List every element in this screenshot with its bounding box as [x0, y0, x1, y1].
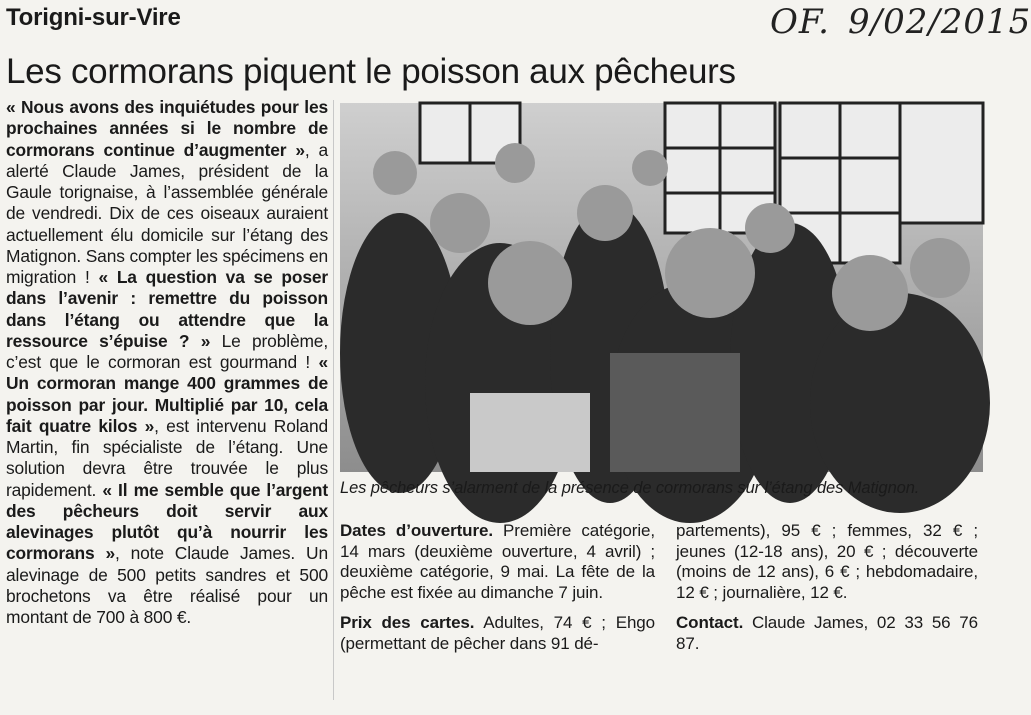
- dates-heading: Dates d’ouverture.: [340, 521, 493, 540]
- info-column-right: [676, 521, 978, 664]
- article-headline: Les cormorans piquent le poisson aux pêcheurs: [6, 52, 736, 91]
- lead-quote: « Il me semble que l’argent des pêcheurs doit servir aux alevinages plutôt qu’à nourrir les cormorans »: [6, 479, 328, 564]
- lead-quote: « Un cormoran mange 400 grammes de poisson par jour. Multiplié par 10, cela fait quatre kilos »: [6, 352, 328, 436]
- dates-paragraph: [340, 521, 655, 603]
- prix-paragraph: [340, 613, 655, 654]
- lead-text: Le problème, c’est que le cormoran est gourmand !: [6, 330, 329, 372]
- prix-continued: partements), 95 € ; femmes, 32 € ; jeunes (12-18 ans), 20 € ; découverte (moins de 12 ans), 6 € ; hebdomadaire, 12 € ; journalière, 12 €.: [676, 521, 978, 602]
- lead-text: , note Claude James. Un alevinage de 500 petits sandres et 500 brochetons va être réalisé pour un montant de 700 à 800 €.: [6, 543, 328, 627]
- column-divider: [333, 100, 334, 700]
- lead-text: , a alerté Claude James, président de la Gaule torignaise, à l’assemblée générale de vendredi. Dix de ces oiseaux auraient actuellement élu domicile sur l’étang des Matignon. Sans compter les spécimens en migration !: [6, 139, 328, 287]
- fishermen-photo-icon: [340, 103, 983, 472]
- dates-text: Première catégorie, 14 mars (deuxième ouverture, 4 avril) ; deuxième catégorie, 9 mai. La fête de la pêche est fixée au dimanche 7 juin.: [340, 521, 655, 602]
- prix-heading: Prix des cartes.: [340, 613, 475, 632]
- annotation-date: 9/02/2015: [847, 2, 1031, 42]
- lead-quote: « La question va se poser dans l’avenir : remettre du poisson dans l’étang ou attendre que la ressource s’épuise ? »: [6, 267, 328, 351]
- prix-text-a: Adultes, 74 € ; Ehgo (permettant de pêcher dans 91 dé-: [340, 613, 656, 653]
- contact-heading: Contact.: [676, 613, 744, 632]
- annotation-source: OF.: [770, 2, 830, 42]
- lead-paragraph: [6, 97, 328, 628]
- article-photo: [340, 103, 983, 472]
- contact-text: Claude James, 02 33 56 76 87.: [676, 613, 978, 653]
- info-column-left: [340, 521, 655, 664]
- lead-text: , est intervenu Roland Martin, fin spécialiste de l’étang. Une solution devra être trouvée le plus rapidement.: [6, 415, 328, 500]
- photo-caption: Les pêcheurs s’alarment de la présence de cormorans sur l’étang des Matignon.: [340, 479, 920, 497]
- lead-quote: « Nous avons des inquiétudes pour les prochaines années si le nombre de cormorans continue d’augmenter »: [6, 97, 328, 160]
- contact-paragraph: [676, 613, 978, 654]
- handwritten-annotation: [770, 2, 1031, 42]
- lead-column: [6, 97, 328, 628]
- location-kicker: Torigni-sur-Vire: [6, 4, 181, 31]
